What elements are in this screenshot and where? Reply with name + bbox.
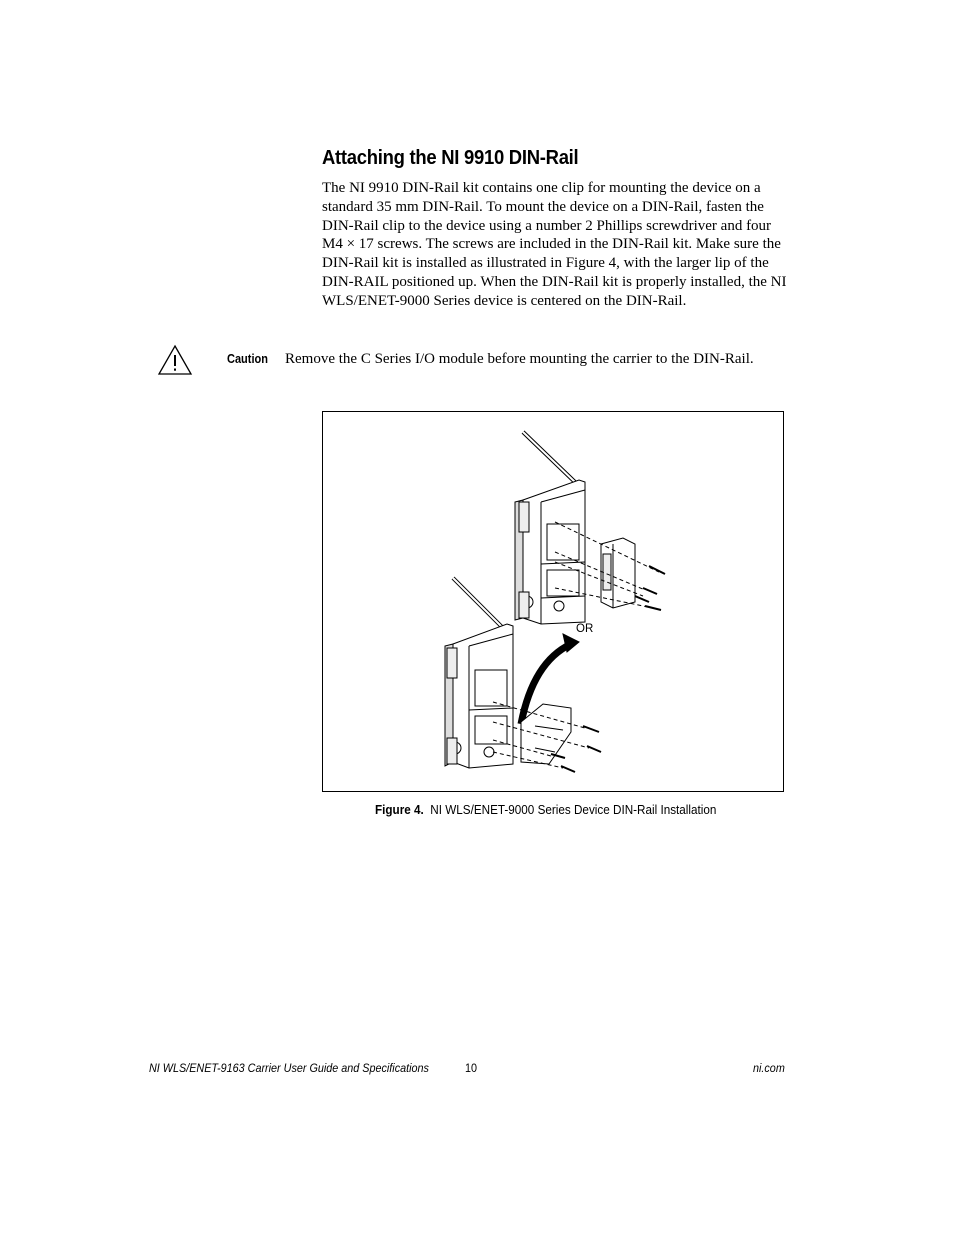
figure-number: Figure 4. [375,802,424,817]
or-label: OR [576,623,594,635]
footer-site: ni.com [753,1061,785,1075]
body-paragraph: The NI 9910 DIN-Rail kit contains one clip for mounting the device on a standard 35 mm DIN-Rail. To mount the device on a DIN-Rail, fasten the DIN-Rail clip to the device using a number 2 Phillips screwdriver and four M4 × 17 screws. The screws are included in the DIN-Rail kit. Make sure the DIN-Rail kit is installed as illustrated in Figure 4, with the larger lip of the DIN-RAIL positioned up. When the DIN-Rail kit is properly installed, the NI WLS/ENET-9000 Series device is centered on the DIN-Rail. [322,180,787,309]
section-heading: Attaching the NI 9910 DIN-Rail [322,146,579,169]
figure-caption-text: NI WLS/ENET-9000 Series Device DIN-Rail Installation [430,802,717,817]
caution-icon [157,344,193,376]
caution-label: Caution [227,352,268,366]
caution-text: Remove the C Series I/O module before mounting the carrier to the DIN-Rail. [285,351,754,367]
footer-page-number: 10 [465,1061,478,1075]
din-rail-installation-illustration [323,412,785,793]
figure-caption [375,802,716,817]
figure-4 [322,411,784,792]
footer-title: NI WLS/ENET-9163 Carrier User Guide and Specifications [149,1061,429,1075]
